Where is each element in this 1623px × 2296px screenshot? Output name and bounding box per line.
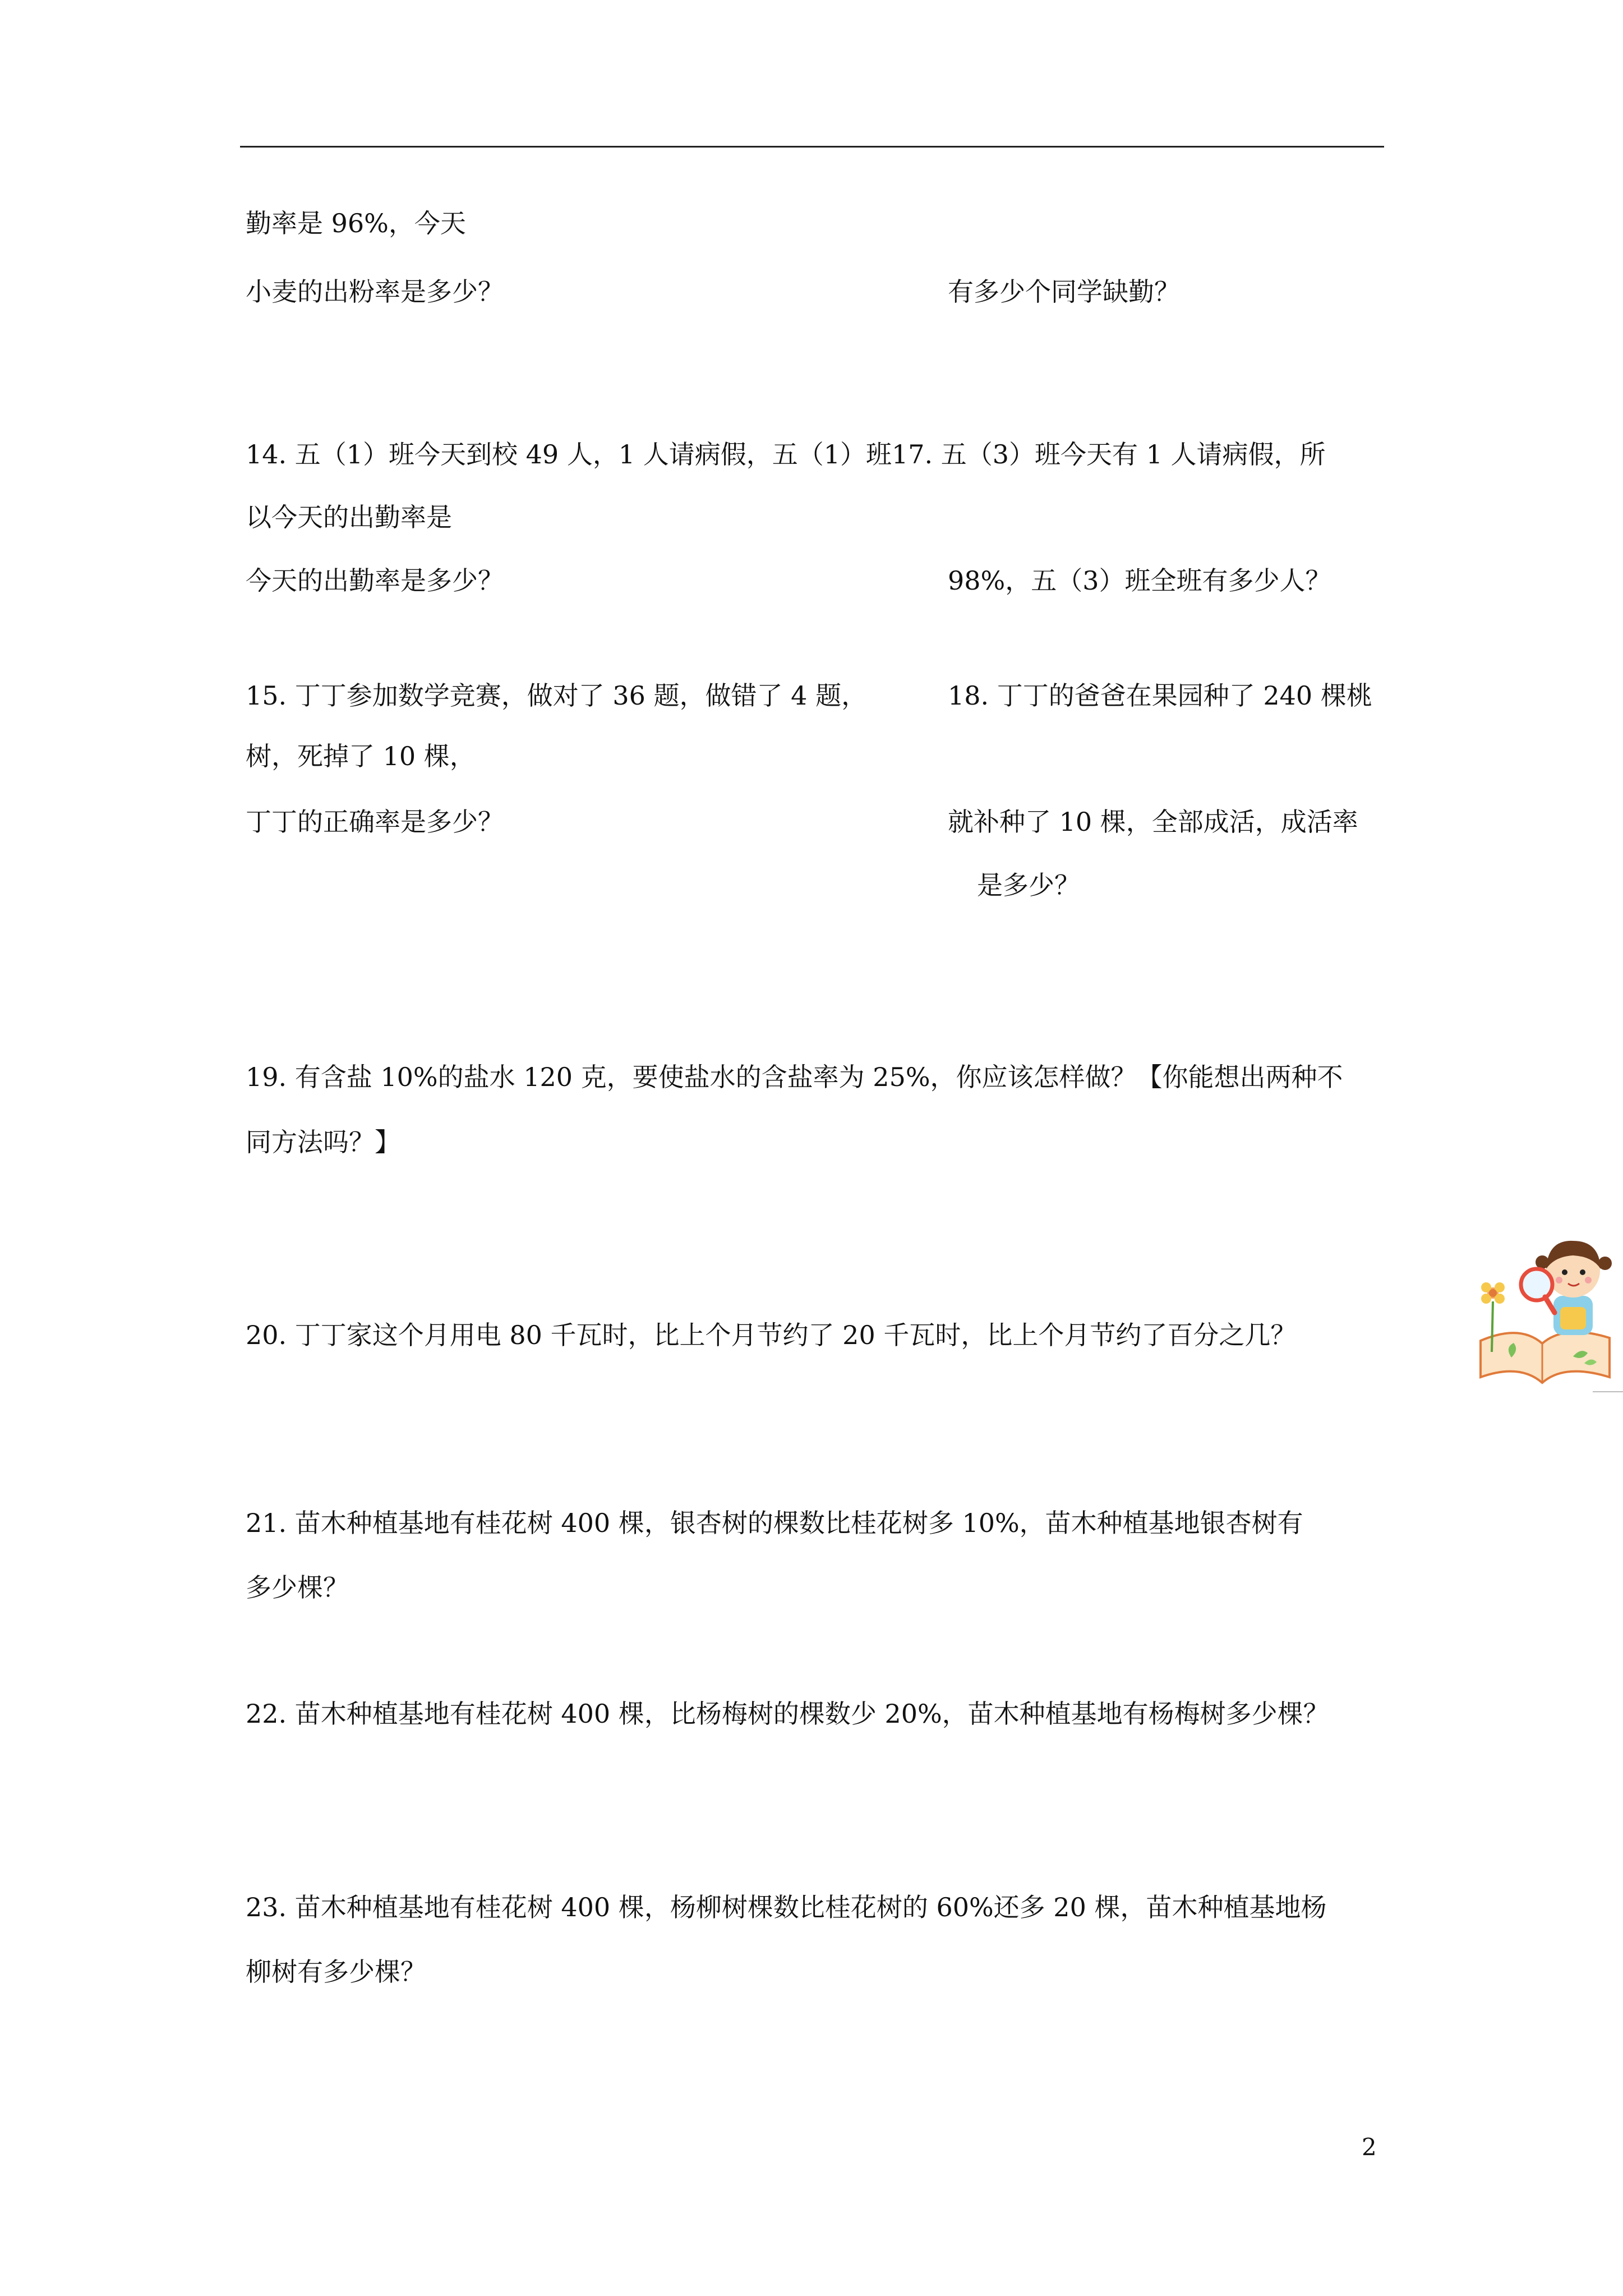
question-19-line: 同方法吗？】 [246, 1127, 400, 1157]
question-17-line: 98%，五（3）班全班有多少人？ [948, 565, 1331, 596]
question-22-line: 22. 苗木种植基地有桂花树 400 棵，比杨梅树的棵数少 20%，苗木种植基地有杨梅树多少棵？ [246, 1699, 1329, 1729]
question-23-line: 23. 苗木种植基地有桂花树 400 棵，杨柳树棵数比桂花树的 60%还多 20 棵，苗木种植基地杨 [246, 1892, 1327, 1922]
text-line: 勤率是 96%，今天 [246, 208, 466, 238]
question-18-line: 是多少？ [977, 870, 1080, 900]
question-14-line: 今天的出勤率是多少？ [246, 565, 504, 596]
question-15-line: 树，死掉了 10 棵， [246, 741, 476, 771]
question-14-line: 14. 五（1）班今天到校 49 人，1 人请病假，五（1）班17. 五（3）班今天有 1 人请病假，所 [246, 439, 1326, 470]
question-15-line: 丁丁的正确率是多少？ [246, 807, 504, 837]
question-20-line: 20. 丁丁家这个月用电 80 千瓦时，比上个月节约了 20 千瓦时，比上个月节约了百分之几？ [246, 1320, 1297, 1350]
question-21-line: 多少棵？ [246, 1572, 349, 1603]
girl-with-magnifier-and-book-icon [1458, 1223, 1623, 1391]
question-18-line: 就补种了 10 棵，全部成活，成活率 [948, 807, 1358, 837]
text-line: 有多少个同学缺勤？ [948, 277, 1180, 307]
question-15-line: 15. 丁丁参加数学竞赛，做对了 36 题，做错了 4 题， [246, 680, 868, 711]
question-14-line: 以今天的出勤率是 [246, 502, 452, 532]
decorative-divider [1593, 1391, 1623, 1392]
question-18-line: 18. 丁丁的爸爸在果园种了 240 棵桃 [948, 680, 1372, 711]
header-rule [240, 146, 1384, 148]
page-number: 2 [1362, 2133, 1377, 2161]
text-line: 小麦的出粉率是多少？ [246, 277, 504, 307]
question-21-line: 21. 苗木种植基地有桂花树 400 棵，银杏树的棵数比桂花树多 10%，苗木种植基地银杏树有 [246, 1508, 1303, 1538]
question-23-line: 柳树有多少棵？ [246, 1957, 426, 1987]
question-19-line: 19. 有含盐 10%的盐水 120 克，要使盐水的含盐率为 25%，你应该怎样做？【你能想出两种不 [246, 1062, 1343, 1092]
